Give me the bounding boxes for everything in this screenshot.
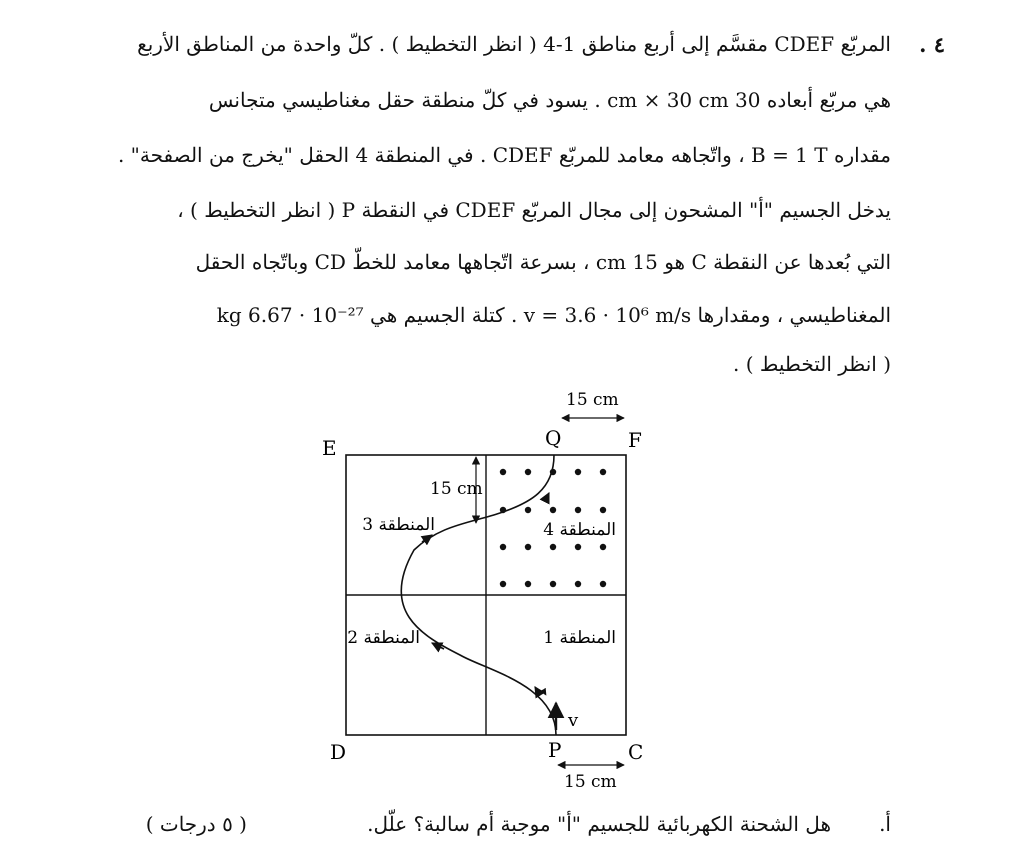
subquestion-letter: أ. (879, 812, 891, 836)
magnetic-field-diagram (310, 385, 670, 805)
corner-e-label: E (322, 436, 337, 460)
corner-f-label: F (628, 428, 642, 452)
problem-line-1: المربّع CDEF مقسَّم إلى أربع مناطق 1-4 ( انظر التخطيط ) . كلّ واحدة من المناطق الأربع (137, 32, 891, 56)
question-number: ٤ . (919, 32, 945, 57)
subquestion-points: ( ٥ درجات ) (145, 812, 247, 836)
region-1-label: المنطقة 1 (543, 628, 616, 648)
dim-top-label: 15 cm (566, 390, 619, 410)
dim-left-label: 15 cm (430, 479, 483, 499)
point-q-label: Q (545, 426, 562, 450)
problem-line-7: ( انظر التخطيط ) . (733, 352, 891, 376)
problem-line-5: التي بُعدها عن النقطة C هو 15 cm ، بسرعة اتّجاهها معامد للخطّ CD وباتّجاه الحقل (195, 250, 891, 274)
velocity-label: v (568, 710, 579, 731)
problem-line-4: يدخل الجسيم "أ" المشحون إلى مجال المربّع CDEF في النقطة P ( انظر التخطيط ) ، (177, 198, 891, 222)
region-2-label: المنطقة 2 (347, 628, 420, 648)
region-3-label: المنطقة 3 (362, 515, 435, 535)
trajectory-arrow-3 (422, 535, 432, 542)
dim-bottom-label: 15 cm (564, 772, 617, 792)
problem-line-3: مقداره B = 1 T ، واتّجاهه معامد للمربّع CDEF . في المنطقة 4 الحقل "يخرج من الصفحة" . (117, 143, 891, 167)
corner-d-label: D (330, 740, 347, 764)
problem-line-2: هي مربّع أبعاده 30 cm × 30 cm . يسود في كلّ منطقة حقل مغناطيسي متجانس (208, 88, 891, 112)
trajectory-arrow-4 (546, 493, 549, 499)
subquestion-text: هل الشحنة الكهربائية للجسيم "أ" موجبة أم سالبة؟ علّل. (367, 812, 831, 836)
corner-c-label: C (628, 740, 644, 764)
point-p-label: P (548, 738, 562, 762)
region-4-label: المنطقة 4 (543, 520, 616, 540)
problem-line-6: المغناطيسي ، ومقدارها v = 3.6 · 10⁶ m/s . كتلة الجسيم هي kg 6.67 · 10⁻²⁷ (216, 303, 891, 327)
